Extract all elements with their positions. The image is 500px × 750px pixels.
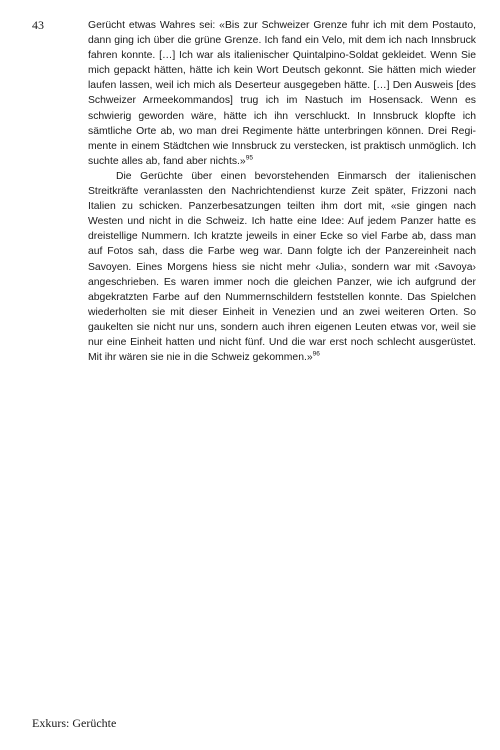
body-text [88, 18, 476, 365]
paragraph-2-text: Die Gerüchte über einen bevorstehenden Einmarsch der italienischen Streitkräfte veranlassten den Nachrichtendienst kurze Zeit später, Frizzoni nach Italien zu schicken. Panzerbesatzungen teilten ihm dort mit, «sie gingen nach Westen und nicht in die Schweiz. Ich hatte eine Idee: Auf jedem Panzer hatte es dreistellige Nummern. Ich kratzte jeweils in einer Ecke so viel Farbe ab, dass man auf Fotos sah, dass die Farbe weg war. Dann folgte ich der Panzereinheit nach Savoyen. Eines Morgens hiess sie nicht mehr ‹Julia›, sondern war mit ‹Savoya› angeschrieben. Es waren immer noch die gleichen Panzer, wie ich aufgrund der abgekratzten Farbe auf den Nummernschildern feststellen konnte. Das Spielchen wiederholten sie mit dieser Einheit in Venezien und an zwei weiteren Orten. So gaukelten sie nicht nur uns, sondern auch ihren eigenen Leuten etwas vor, weil sie nur eine Einheit hatten und nicht fünf. Und die war erst noch schlecht ausgerüstet. Mit ihr wären sie nie in die Schweiz gekommen.» [88, 170, 476, 364]
paragraph-1 [88, 18, 476, 169]
running-footer: Exkurs: Gerüchte [32, 716, 117, 730]
footnote-ref-96: 96 [312, 350, 320, 358]
paragraph-1-text: Gerücht etwas Wahres sei: «Bis zur Schweizer Grenze fuhr ich mit dem Postauto, dann ging ich über die grüne Grenze. Ich fand ein Velo, mit dem ich nach Innsbruck fahren konnte. […] Ich war als italienischer Quintalpino-Soldat gekleidet. Wenn Sie mich gepackt hätten, hätte ich kein Wort Deutsch gekonnt. Sie hätten mich wieder laufen lassen, weil ich mich als Deserteur ausgegeben hätte. […] Den Ausweis [des Schweizer Armeekommandos] trug ich im Nastuch im Hosensack. Wenn es schwierig geworden wäre, hätte ich ihn verschluckt. In Innsbruck klopfte ich sämtliche Orte ab, wo man drei Regimente hätte unterbringen können. Drei Regimente in einem Städtchen wie Innsbruck zu verstecken, ist praktisch unmöglich. Ich suchte alles ab, fand aber nichts.» [88, 20, 476, 167]
paragraph-2 [88, 169, 476, 365]
page-number: 43 [32, 18, 44, 32]
footnote-ref-95: 95 [245, 154, 253, 162]
